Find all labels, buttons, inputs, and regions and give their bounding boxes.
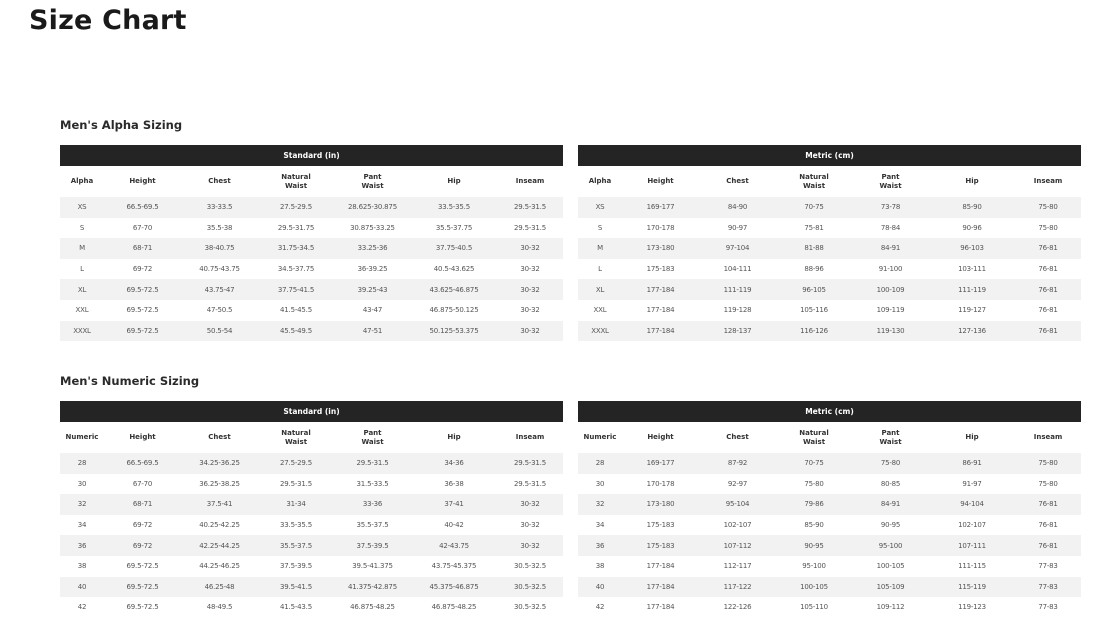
table-cell: 43.625-46.875 xyxy=(411,279,497,300)
alpha-metric-table xyxy=(578,145,1081,341)
table-cell: 84-90 xyxy=(699,197,776,218)
table-cell: 30.5-32.5 xyxy=(497,597,563,618)
table-cell: 102-107 xyxy=(699,515,776,536)
table-row xyxy=(578,474,1081,495)
size-table xyxy=(578,166,1081,341)
table-cell: 77-83 xyxy=(1015,597,1081,618)
table-cell: 30-32 xyxy=(497,238,563,259)
table-cell: 46.875-48.25 xyxy=(334,597,411,618)
table-cell: 102-107 xyxy=(929,515,1015,536)
table-cell: 30 xyxy=(60,474,104,495)
table-cell: 76-81 xyxy=(1015,494,1081,515)
table-cell: 29.5-31.5 xyxy=(258,474,334,495)
table-caption: Metric (cm) xyxy=(578,401,1081,422)
size-table xyxy=(578,422,1081,618)
table-cell: 43.75-47 xyxy=(181,279,258,300)
table-cell: 177-184 xyxy=(622,279,699,300)
table-cell: 37.5-39.5 xyxy=(334,535,411,556)
table-cell: 91-100 xyxy=(852,259,929,280)
table-row xyxy=(578,453,1081,474)
table-cell: XL xyxy=(578,279,622,300)
table-cell: 80-85 xyxy=(852,474,929,495)
table-cell: 84-91 xyxy=(852,238,929,259)
table-cell: 111-119 xyxy=(699,279,776,300)
table-cell: 119-128 xyxy=(699,300,776,321)
table-cell: 35.5-37.5 xyxy=(258,535,334,556)
column-header: Pant Waist xyxy=(361,428,384,446)
table-cell: 75-80 xyxy=(1015,218,1081,239)
table-header-row xyxy=(578,166,1081,197)
table-cell: 100-105 xyxy=(776,577,852,598)
table-cell: 32 xyxy=(60,494,104,515)
table-cell: 90-95 xyxy=(776,535,852,556)
table-row xyxy=(60,535,563,556)
table-cell: 40.5-43.625 xyxy=(411,259,497,280)
table-cell: 122-126 xyxy=(699,597,776,618)
table-cell: 73-78 xyxy=(852,197,929,218)
table-cell: 86-91 xyxy=(929,453,1015,474)
table-cell: 177-184 xyxy=(622,300,699,321)
table-cell: 40.25-42.25 xyxy=(181,515,258,536)
table-cell: 36 xyxy=(60,535,104,556)
table-row xyxy=(60,577,563,598)
column-header: Natural Waist xyxy=(799,428,829,446)
table-cell: 30-32 xyxy=(497,515,563,536)
column-header: Natural Waist xyxy=(281,428,311,446)
table-cell: 39.5-41.5 xyxy=(258,577,334,598)
table-cell: 100-105 xyxy=(852,556,929,577)
table-cell: 76-81 xyxy=(1015,238,1081,259)
table-cell: 97-104 xyxy=(699,238,776,259)
table-row xyxy=(60,197,563,218)
table-cell: 96-103 xyxy=(929,238,1015,259)
table-cell: 69.5-72.5 xyxy=(104,597,181,618)
table-caption: Standard (in) xyxy=(60,401,563,422)
table-cell: 31.5-33.5 xyxy=(334,474,411,495)
table-cell: 39.5-41.375 xyxy=(334,556,411,577)
table-cell: 45.375-46.875 xyxy=(411,577,497,598)
table-cell: 90-96 xyxy=(929,218,1015,239)
table-cell: 91-97 xyxy=(929,474,1015,495)
table-cell: XS xyxy=(60,197,104,218)
table-row xyxy=(60,259,563,280)
table-cell: 170-178 xyxy=(622,474,699,495)
table-cell: 77-83 xyxy=(1015,577,1081,598)
table-cell: 36.25-38.25 xyxy=(181,474,258,495)
table-cell: 76-81 xyxy=(1015,259,1081,280)
table-row xyxy=(578,515,1081,536)
numeric-metric-table xyxy=(578,401,1081,618)
table-cell: L xyxy=(578,259,622,280)
table-cell: 96-105 xyxy=(776,279,852,300)
table-header-row xyxy=(60,422,563,453)
table-cell: XXXL xyxy=(578,321,622,342)
table-cell: 95-100 xyxy=(852,535,929,556)
table-caption: Standard (in) xyxy=(60,145,563,166)
table-cell: 38-40.75 xyxy=(181,238,258,259)
table-cell: 34.25-36.25 xyxy=(181,453,258,474)
table-cell: 35.5-37.5 xyxy=(334,515,411,536)
table-cell: 175-183 xyxy=(622,515,699,536)
table-cell: 70-75 xyxy=(776,197,852,218)
table-cell: 78-84 xyxy=(852,218,929,239)
table-cell: 34 xyxy=(578,515,622,536)
table-cell: 29.5-31.5 xyxy=(497,218,563,239)
column-header: Inseam xyxy=(1033,177,1063,185)
table-row xyxy=(60,238,563,259)
table-cell: 40-42 xyxy=(411,515,497,536)
table-cell: 119-123 xyxy=(929,597,1015,618)
table-cell: 177-184 xyxy=(622,577,699,598)
table-cell: 34-36 xyxy=(411,453,497,474)
table-cell: 173-180 xyxy=(622,238,699,259)
column-header: Chest xyxy=(726,433,749,441)
table-cell: 29.5-31.5 xyxy=(334,453,411,474)
table-header-row xyxy=(60,166,563,197)
table-cell: 35.5-38 xyxy=(181,218,258,239)
size-table xyxy=(60,422,563,618)
table-cell: 34.5-37.75 xyxy=(258,259,334,280)
table-cell: 33-36 xyxy=(334,494,411,515)
table-cell: 90-97 xyxy=(699,218,776,239)
table-cell: 28.625-30.875 xyxy=(334,197,411,218)
size-table xyxy=(60,166,563,341)
section-title-alpha: Men's Alpha Sizing xyxy=(60,118,183,132)
table-cell: 30-32 xyxy=(497,535,563,556)
table-row xyxy=(578,238,1081,259)
table-cell: 85-90 xyxy=(776,515,852,536)
table-cell: 30.5-32.5 xyxy=(497,577,563,598)
table-cell: 27.5-29.5 xyxy=(258,197,334,218)
table-row xyxy=(578,259,1081,280)
table-cell: 33-33.5 xyxy=(181,197,258,218)
table-cell: 30-32 xyxy=(497,300,563,321)
table-row xyxy=(578,577,1081,598)
table-cell: 46.25-48 xyxy=(181,577,258,598)
table-cell: 42 xyxy=(60,597,104,618)
table-row xyxy=(60,597,563,618)
table-cell: 177-184 xyxy=(622,321,699,342)
table-cell: 40 xyxy=(578,577,622,598)
table-row xyxy=(578,556,1081,577)
table-cell: 36-39.25 xyxy=(334,259,411,280)
table-cell: 42.25-44.25 xyxy=(181,535,258,556)
table-cell: 77-83 xyxy=(1015,556,1081,577)
table-cell: 69.5-72.5 xyxy=(104,300,181,321)
table-cell: 79-86 xyxy=(776,494,852,515)
table-cell: 33.25-36 xyxy=(334,238,411,259)
table-cell: 109-112 xyxy=(852,597,929,618)
table-cell: 112-117 xyxy=(699,556,776,577)
table-cell: XXL xyxy=(60,300,104,321)
table-cell: 88-96 xyxy=(776,259,852,280)
table-row xyxy=(60,279,563,300)
table-row xyxy=(60,300,563,321)
table-cell: S xyxy=(578,218,622,239)
table-cell: 40.75-43.75 xyxy=(181,259,258,280)
table-cell: 45.5-49.5 xyxy=(258,321,334,342)
table-cell: 81-88 xyxy=(776,238,852,259)
table-cell: 75-80 xyxy=(852,453,929,474)
table-cell: 177-184 xyxy=(622,556,699,577)
column-header: Chest xyxy=(208,177,231,185)
column-header: Height xyxy=(129,177,156,185)
table-cell: 128-137 xyxy=(699,321,776,342)
table-cell: 70-75 xyxy=(776,453,852,474)
column-header: Height xyxy=(129,433,156,441)
table-cell: 75-80 xyxy=(1015,197,1081,218)
table-row xyxy=(578,535,1081,556)
table-cell: 76-81 xyxy=(1015,515,1081,536)
table-cell: 116-126 xyxy=(776,321,852,342)
table-cell: S xyxy=(60,218,104,239)
table-cell: 37.75-40.5 xyxy=(411,238,497,259)
table-cell: 48-49.5 xyxy=(181,597,258,618)
table-cell: 69.5-72.5 xyxy=(104,556,181,577)
table-row xyxy=(578,279,1081,300)
table-cell: 76-81 xyxy=(1015,535,1081,556)
table-row xyxy=(578,494,1081,515)
table-cell: 30 xyxy=(578,474,622,495)
numeric-standard-table xyxy=(60,401,563,618)
table-cell: M xyxy=(60,238,104,259)
table-cell: 43-47 xyxy=(334,300,411,321)
table-cell: 66.5-69.5 xyxy=(104,453,181,474)
table-cell: 75-80 xyxy=(776,474,852,495)
column-header: Chest xyxy=(726,177,749,185)
table-cell: 42-43.75 xyxy=(411,535,497,556)
table-cell: 41.5-45.5 xyxy=(258,300,334,321)
table-cell: 30-32 xyxy=(497,259,563,280)
table-cell: 68-71 xyxy=(104,238,181,259)
table-cell: 37.75-41.5 xyxy=(258,279,334,300)
table-row xyxy=(578,197,1081,218)
alpha-standard-table xyxy=(60,145,563,341)
column-header: Hip xyxy=(447,433,461,441)
table-row xyxy=(578,321,1081,342)
table-cell: 173-180 xyxy=(622,494,699,515)
column-header: Pant Waist xyxy=(879,428,902,446)
column-header: Alpha xyxy=(70,177,94,185)
table-cell: XS xyxy=(578,197,622,218)
column-header: Numeric xyxy=(583,433,617,441)
table-row xyxy=(60,453,563,474)
table-cell: 105-116 xyxy=(776,300,852,321)
table-cell: 107-112 xyxy=(699,535,776,556)
column-header: Numeric xyxy=(65,433,99,441)
table-cell: 43.75-45.375 xyxy=(411,556,497,577)
table-cell: 76-81 xyxy=(1015,321,1081,342)
column-header: Natural Waist xyxy=(281,172,311,190)
table-cell: 68-71 xyxy=(104,494,181,515)
table-cell: 69.5-72.5 xyxy=(104,577,181,598)
table-cell: 87-92 xyxy=(699,453,776,474)
table-cell: 177-184 xyxy=(622,597,699,618)
column-header: Alpha xyxy=(588,177,612,185)
table-cell: 75-81 xyxy=(776,218,852,239)
table-cell: 170-178 xyxy=(622,218,699,239)
table-cell: 69-72 xyxy=(104,535,181,556)
column-header: Chest xyxy=(208,433,231,441)
table-cell: 39.25-43 xyxy=(334,279,411,300)
table-cell: 109-119 xyxy=(852,300,929,321)
table-cell: 38 xyxy=(60,556,104,577)
table-cell: 46.875-50.125 xyxy=(411,300,497,321)
table-cell: 31-34 xyxy=(258,494,334,515)
table-cell: 46.875-48.25 xyxy=(411,597,497,618)
table-cell: 92-97 xyxy=(699,474,776,495)
section-title-numeric: Men's Numeric Sizing xyxy=(60,374,200,388)
table-cell: 30-32 xyxy=(497,321,563,342)
table-cell: XXL xyxy=(578,300,622,321)
table-cell: L xyxy=(60,259,104,280)
column-header: Inseam xyxy=(1033,433,1063,441)
table-cell: 30-32 xyxy=(497,279,563,300)
table-cell: 31.75-34.5 xyxy=(258,238,334,259)
table-cell: 36-38 xyxy=(411,474,497,495)
column-header: Height xyxy=(647,433,674,441)
table-row xyxy=(60,321,563,342)
table-cell: 111-119 xyxy=(929,279,1015,300)
table-cell: 169-177 xyxy=(622,197,699,218)
table-cell: 67-70 xyxy=(104,474,181,495)
table-cell: 27.5-29.5 xyxy=(258,453,334,474)
table-cell: 69.5-72.5 xyxy=(104,279,181,300)
table-cell: XXXL xyxy=(60,321,104,342)
table-cell: 28 xyxy=(60,453,104,474)
table-cell: 47-51 xyxy=(334,321,411,342)
table-cell: 95-104 xyxy=(699,494,776,515)
table-row xyxy=(60,556,563,577)
table-cell: 95-100 xyxy=(776,556,852,577)
column-header: Hip xyxy=(447,177,461,185)
table-row xyxy=(578,218,1081,239)
table-row xyxy=(578,300,1081,321)
table-header-row xyxy=(578,422,1081,453)
table-cell: 38 xyxy=(578,556,622,577)
table-cell: 85-90 xyxy=(929,197,1015,218)
table-cell: 30.5-32.5 xyxy=(497,556,563,577)
table-cell: 41.5-43.5 xyxy=(258,597,334,618)
table-cell: 117-122 xyxy=(699,577,776,598)
table-cell: 103-111 xyxy=(929,259,1015,280)
table-cell: 175-183 xyxy=(622,259,699,280)
page-title: Size Chart xyxy=(29,5,187,36)
table-cell: 94-104 xyxy=(929,494,1015,515)
table-cell: 35.5-37.75 xyxy=(411,218,497,239)
column-header: Hip xyxy=(965,177,979,185)
table-cell: 75-80 xyxy=(1015,453,1081,474)
table-cell: 119-127 xyxy=(929,300,1015,321)
table-cell: 29.5-31.5 xyxy=(497,474,563,495)
table-cell: 34 xyxy=(60,515,104,536)
table-caption: Metric (cm) xyxy=(578,145,1081,166)
table-cell: 29.5-31.5 xyxy=(497,453,563,474)
table-cell: 37.5-41 xyxy=(181,494,258,515)
table-cell: 90-95 xyxy=(852,515,929,536)
table-cell: 127-136 xyxy=(929,321,1015,342)
table-cell: 69-72 xyxy=(104,259,181,280)
table-cell: 169-177 xyxy=(622,453,699,474)
table-cell: 104-111 xyxy=(699,259,776,280)
table-cell: 175-183 xyxy=(622,535,699,556)
table-cell: 50.125-53.375 xyxy=(411,321,497,342)
column-header: Natural Waist xyxy=(799,172,829,190)
table-cell: 107-111 xyxy=(929,535,1015,556)
table-cell: 30-32 xyxy=(497,494,563,515)
column-header: Inseam xyxy=(515,177,545,185)
table-cell: 69.5-72.5 xyxy=(104,321,181,342)
table-row xyxy=(60,515,563,536)
table-cell: 67-70 xyxy=(104,218,181,239)
table-cell: 33.5-35.5 xyxy=(258,515,334,536)
table-cell: 111-115 xyxy=(929,556,1015,577)
table-cell: 32 xyxy=(578,494,622,515)
table-cell: 28 xyxy=(578,453,622,474)
table-cell: 105-110 xyxy=(776,597,852,618)
table-cell: 100-109 xyxy=(852,279,929,300)
table-cell: 29.5-31.5 xyxy=(497,197,563,218)
table-cell: 119-130 xyxy=(852,321,929,342)
table-cell: XL xyxy=(60,279,104,300)
table-cell: 84-91 xyxy=(852,494,929,515)
table-cell: 29.5-31.75 xyxy=(258,218,334,239)
table-row xyxy=(578,597,1081,618)
table-cell: M xyxy=(578,238,622,259)
table-cell: 76-81 xyxy=(1015,279,1081,300)
column-header: Pant Waist xyxy=(361,172,384,190)
table-cell: 115-119 xyxy=(929,577,1015,598)
table-cell: 66.5-69.5 xyxy=(104,197,181,218)
column-header: Pant Waist xyxy=(879,172,902,190)
table-cell: 75-80 xyxy=(1015,474,1081,495)
table-cell: 30.875-33.25 xyxy=(334,218,411,239)
table-cell: 37.5-39.5 xyxy=(258,556,334,577)
table-cell: 47-50.5 xyxy=(181,300,258,321)
table-cell: 37-41 xyxy=(411,494,497,515)
table-cell: 69-72 xyxy=(104,515,181,536)
table-cell: 33.5-35.5 xyxy=(411,197,497,218)
table-cell: 41.375-42.875 xyxy=(334,577,411,598)
table-cell: 42 xyxy=(578,597,622,618)
table-cell: 36 xyxy=(578,535,622,556)
column-header: Inseam xyxy=(515,433,545,441)
table-cell: 105-109 xyxy=(852,577,929,598)
table-cell: 76-81 xyxy=(1015,300,1081,321)
table-row xyxy=(60,494,563,515)
table-row xyxy=(60,218,563,239)
table-row xyxy=(60,474,563,495)
table-cell: 40 xyxy=(60,577,104,598)
column-header: Height xyxy=(647,177,674,185)
column-header: Hip xyxy=(965,433,979,441)
table-cell: 50.5-54 xyxy=(181,321,258,342)
table-cell: 44.25-46.25 xyxy=(181,556,258,577)
